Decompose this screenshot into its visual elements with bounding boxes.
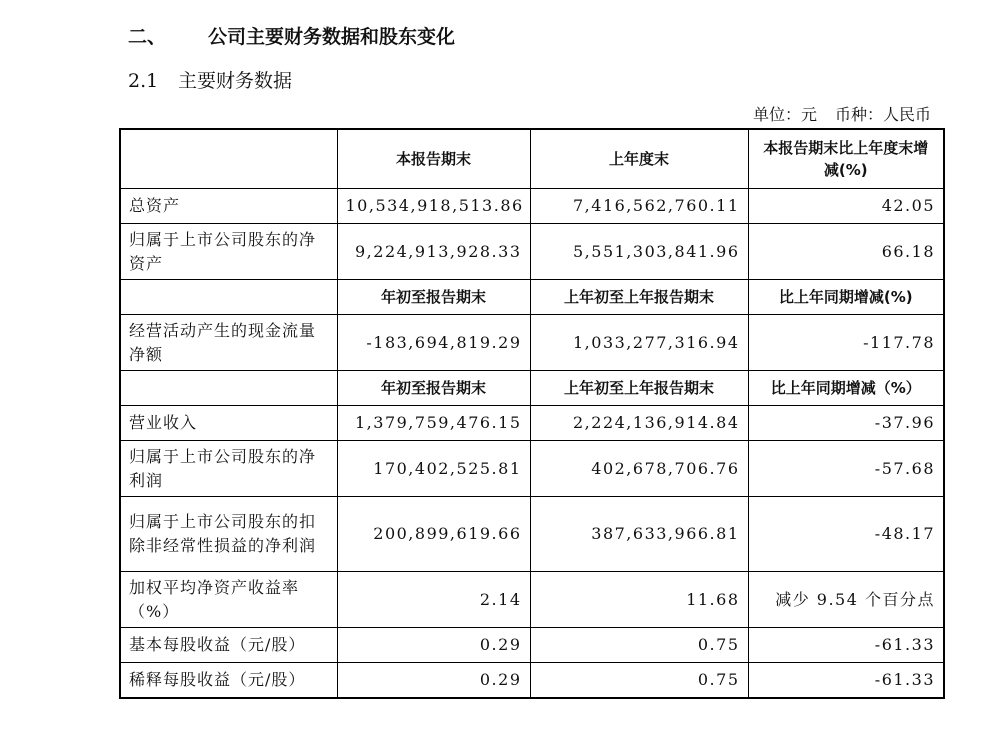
table-row-diluted-eps [120,663,944,699]
row-value-current: 1,379,759,476.15 [337,406,530,441]
table-row-basic-eps [120,628,944,663]
header-row-ytd [120,280,944,315]
row-value-change: 42.05 [748,189,944,224]
header-cell-blank [120,129,337,189]
currency-label: 币种：人民币 [834,105,931,124]
unit-line [753,102,931,125]
row-value-current: 0.29 [337,663,530,699]
header-cell-current: 年初至报告期末 [337,280,530,315]
section-title [128,22,455,49]
row-value-current: 200,899,619.66 [337,497,530,572]
row-label: 总资产 [120,189,337,224]
row-label: 加权平均净资产收益率（%） [120,572,337,628]
header-cell-change: 比上年同期增减（%） [748,371,944,406]
header-cell-current: 本报告期末 [337,129,530,189]
row-label: 归属于上市公司股东的净利润 [120,441,337,497]
row-label: 归属于上市公司股东的净资产 [120,224,337,280]
row-label: 稀释每股收益（元/股） [120,663,337,699]
header-cell-blank [120,280,337,315]
row-label: 归属于上市公司股东的扣除非经常性损益的净利润 [120,497,337,572]
table-row-net-assets [120,224,944,280]
row-value-previous: 11.68 [530,572,748,628]
subsection-title-text: 主要财务数据 [178,70,293,92]
table-row-roe [120,572,944,628]
row-value-change: -61.33 [748,663,944,699]
financial-data-table [119,128,945,699]
table-row-net-profit-excl-nonrecurring [120,497,944,572]
row-value-change: 66.18 [748,224,944,280]
unit-label: 单位：元 [752,105,817,124]
row-value-current: 9,224,913,928.33 [337,224,530,280]
row-value-previous: 0.75 [530,628,748,663]
row-value-current: 0.29 [337,628,530,663]
row-value-previous: 402,678,706.76 [530,441,748,497]
row-value-current: -183,694,819.29 [337,315,530,371]
table-row-revenue [120,406,944,441]
row-value-current: 2.14 [337,572,530,628]
row-value-previous: 0.75 [530,663,748,699]
row-value-current: 170,402,525.81 [337,441,530,497]
section-title-text: 公司主要财务数据和股东变化 [208,26,456,48]
header-cell-blank [120,371,337,406]
header-cell-previous: 上年初至上年报告期末 [530,280,748,315]
row-value-previous: 1,033,277,316.94 [530,315,748,371]
header-cell-current: 年初至报告期末 [337,371,530,406]
row-value-previous: 387,633,966.81 [530,497,748,572]
header-cell-previous: 上年度末 [530,129,748,189]
row-value-current: 10,534,918,513.86 [337,189,530,224]
header-cell-change: 本报告期末比上年度末增减(%) [748,129,944,189]
row-value-change: -48.17 [748,497,944,572]
row-value-change: -117.78 [748,315,944,371]
row-label: 经营活动产生的现金流量净额 [120,315,337,371]
row-label: 营业收入 [120,406,337,441]
header-row-ytd-2 [120,371,944,406]
table-row-net-profit [120,441,944,497]
row-value-change: 减少 9.54 个百分点 [748,572,944,628]
subsection-number: 2.1 [128,70,159,92]
row-value-previous: 5,551,303,841.96 [530,224,748,280]
row-value-change: -61.33 [748,628,944,663]
header-cell-change: 比上年同期增减(%) [748,280,944,315]
subsection-title [128,66,292,93]
header-row-period-end [120,129,944,189]
row-value-change: -57.68 [748,441,944,497]
header-cell-previous: 上年初至上年报告期末 [530,371,748,406]
section-number: 二、 [128,26,167,48]
row-value-previous: 7,416,562,760.11 [530,189,748,224]
row-value-previous: 2,224,136,914.84 [530,406,748,441]
table-row-operating-cash-flow [120,315,944,371]
row-value-change: -37.96 [748,406,944,441]
row-label: 基本每股收益（元/股） [120,628,337,663]
table-row-total-assets [120,189,944,224]
